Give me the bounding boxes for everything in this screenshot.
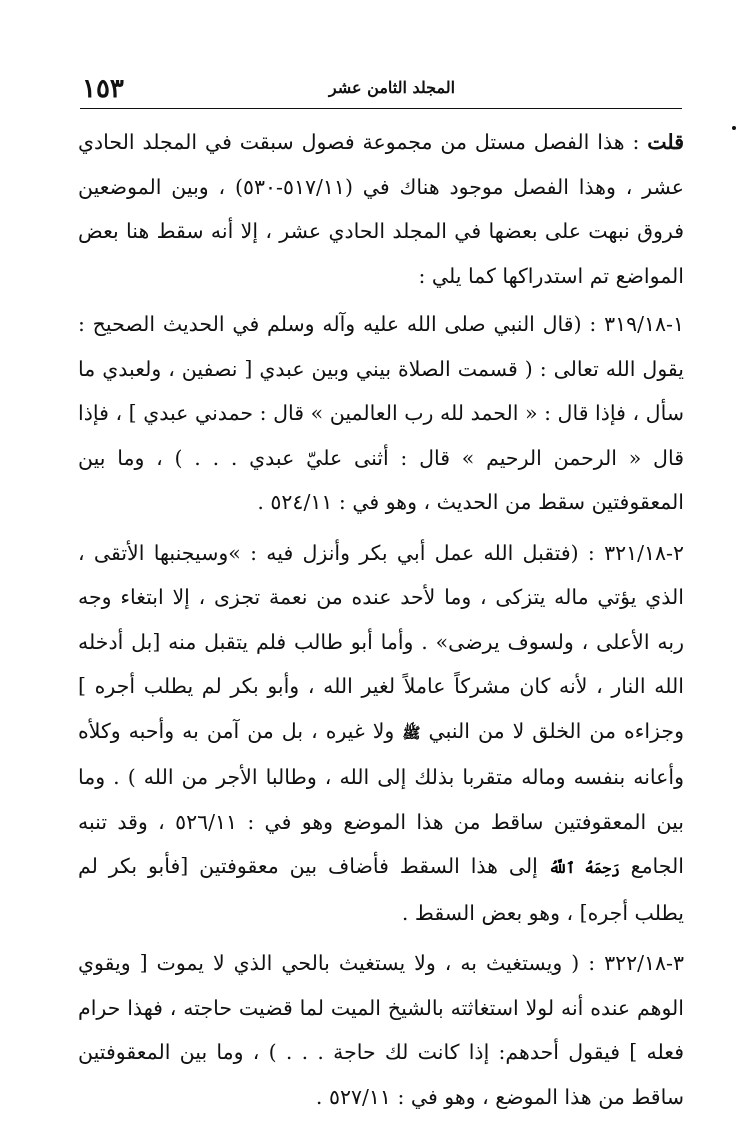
rahimahullah-symbol: رَحِمَهُ ٱللَّهُ [548, 859, 620, 877]
correction-item-2-text-end: إلى هذا السقط فأضاف بين معقوفتين [فأبو بكر لم يطلب أجره] ، وهو بعض السقط . [78, 854, 684, 925]
correction-item-2-text-start: ٢-٣٢١/١٨ : (فتقبل الله عمل أبي بكر وأنزل فيه : »وسيجنبها الأتقى ، الذي يؤتي ماله يتزكى ، وما لأحد عنده من نعمة تجزى ، إلا ابتغاء وجه ربه الأعلى ، ولسوف يرضى» . وأما أبو طالب فلم يتقبل منه [بل أدخله الله النار ، لأنه كان مشركاً عاملاً لغير الله ، وأبو بكر لم يطلب أجره ] وجزاءه من الخلق لا من النبي [78, 540, 684, 743]
correction-item-1-text: ١-٣١٩/١٨ : (قال النبي صلى الله عليه وآله وسلم في الحديث الصحيح : يقول الله تعالى : ( قسمت الصلاة بيني وبين عبدي [ نصفين ، ولعبدي ما سأل ، فإذا قال : « الحمد لله رب العالمين » قال : حمدني عبدي ] ، فإذا قال « الرحمن الرحيم » قال : أثنى عليّ عبدي . . . ) ، وما بين المعقوفتين سقط من الحديث ، وهو في : ٥٢٤/١١ . [78, 312, 684, 514]
margin-mark [732, 126, 736, 130]
page-header [82, 72, 682, 106]
correction-item-3 [78, 941, 684, 1119]
correction-item-2 [78, 531, 684, 936]
page-number: ١٥٣ [82, 74, 124, 104]
correction-item-3-text: ٣-٣٢٢/١٨ : ( ويستغيث به ، ولا يستغيث بالحي الذي لا يموت [ ويقوي الوهم عنده أنه لولا استغاثته بالشيخ الميت لما قضيت حاجته ، فهذا حرام فعله ] فيقول أحدهم: إذا كانت لك حاجة . . . ) ، وما بين المعقوفتين ساقط من هذا الموضع ، وهو في : ٥٢٧/١١ . [78, 951, 684, 1109]
salawat-symbol: ﷺ [402, 723, 421, 742]
correction-item-1 [78, 302, 684, 525]
editor-note-paragraph [78, 120, 684, 298]
header-divider [80, 108, 682, 109]
running-title: المجلد الثامن عشر [328, 78, 456, 97]
page-body [78, 120, 684, 1125]
note-label: قلت [647, 130, 684, 154]
note-text: : هذا الفصل مستل من مجموعة فصول سبقت في المجلد الحادي عشر ، وهذا الفصل موجود هناك في (٥١٧/١١-٥٣٠) ، وبين الموضعين فروق نبهت على بعضها في المجلد الحادي عشر ، إلا أنه سقط هنا بعض المواضع تم استدراكها كما يلي : [78, 130, 685, 288]
correction-item-2-text-middle: ولا غيره ، بل من آمن به وأحبه وكلأه وأعانه بنفسه وماله متقربا بذلك إلى الله ، وطالبا الأجر من الله ) . وما بين المعقوفتين ساقط من هذا الموضع وهو في : ٥٢٦/١١ ، وقد تنبه الجامع [78, 718, 684, 878]
